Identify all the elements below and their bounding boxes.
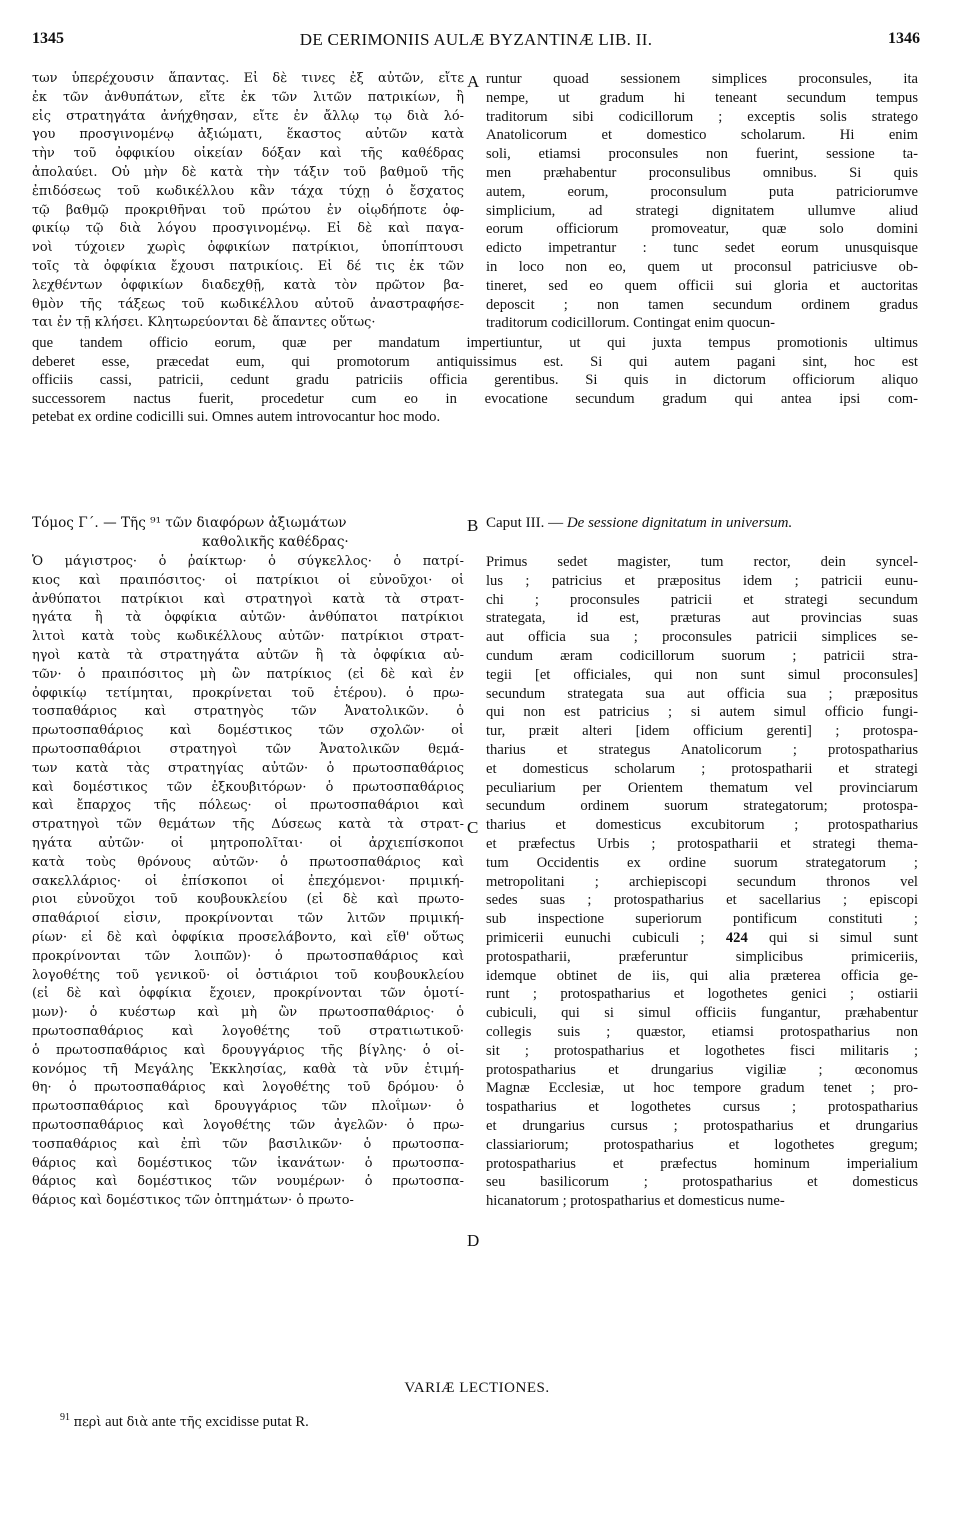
greek-line: εἰς στρατηγάτα ἀνήχθησαν, εἴτε ἐν ἄλλῳ τῳ διὰ λό- bbox=[32, 108, 464, 124]
greek-line: καὶ ἔπαρχος τῆς πόλεως· οἱ πρωτοσπαθάριοι καὶ bbox=[32, 798, 464, 814]
latin-line: aut officia sua ; proconsules patricii simplices se- bbox=[486, 629, 918, 646]
latin-line: tum Occidentis ex ordine suorum strategatorum ; bbox=[486, 854, 918, 871]
latin-line-tail: qui si simul sunt bbox=[747, 929, 918, 946]
latin-line: lus ; patricius et præpositus idem ; patricii eunu- bbox=[486, 572, 918, 589]
margin-marker-c: C bbox=[467, 818, 479, 837]
latin-line: peculiarium per Orientem thematum vel provinciarum bbox=[486, 779, 918, 796]
marginal-page-number: 424 bbox=[725, 929, 748, 946]
greek-line: καὶ δομέστικος τῶν ἐξκουβιτόρων· ὁ πρωτοσπαθάριος bbox=[32, 779, 464, 795]
latin-line: et domesticus scholarum ; protospatharii et strategi bbox=[486, 760, 918, 777]
greek-line: πρωτοσπαθάριος καὶ δρουγγάριος τῶν πλοΐμων· ὁ bbox=[32, 1099, 464, 1115]
greek-column-block1 bbox=[32, 70, 464, 333]
greek-line: θάριος καὶ δομέστικος τῶν ὀπτημάτων· ὁ πρωτο- bbox=[32, 1193, 354, 1209]
latin-column-block1 bbox=[486, 70, 918, 333]
latin-line: traditorum codicillorum. Contingat enim quocun- bbox=[486, 315, 775, 332]
latin-line bbox=[486, 929, 918, 948]
greek-line: ηγοὶ κατὰ τὰ στρατηγάτα αὐτῶν ἢ τὰ ὀφφίκια αὐ- bbox=[32, 647, 464, 663]
page-number-right: 1346 bbox=[888, 30, 920, 47]
latin-line: in loco non eo, quem ut proconsul patriciusve ob- bbox=[486, 258, 918, 275]
latin-line: tharius et domesticus excubitorum ; protospatharius bbox=[486, 817, 918, 834]
latin-line: hicanatorum ; protospatharius et domesticus nume- bbox=[486, 1193, 785, 1210]
footnote-greek-1: περὶ bbox=[73, 1414, 102, 1430]
latin-line: qui non est patricius ; si autem simul officio fungi- bbox=[486, 704, 918, 721]
latin-line: tospatharius et logothetes cursus ; protospatharius bbox=[486, 1099, 918, 1116]
footnote-greek-2: διὰ bbox=[126, 1414, 149, 1430]
greek-line: ἐπιδόσεως τοῦ κωδικέλλου κἂν τάχα τύχῃ ὁ ἔσχατος bbox=[32, 183, 464, 199]
latin-line: sit ; protospatharius et logothetes fisci militaris ; bbox=[486, 1042, 918, 1059]
greek-line: πρωτοσπαθάριοι στρατηγοὶ τῶν Ἀνατολικῶν θεμά- bbox=[32, 741, 464, 757]
latin-line: Primus sedet magister, tum rector, dein syncel- bbox=[486, 554, 918, 570]
latin-line: protospatharii, præferuntur simplicibus primiceriis, bbox=[486, 948, 918, 965]
greek-line: νοὶ τύχοιεν χωρὶς ὀφφικίων πατρίκιοι, ὑποπίπτουσι bbox=[32, 240, 464, 256]
greek-line: θη· ὁ πρωτοσπαθάριος καὶ λογοθέτης τοῦ δρόμου· ὁ bbox=[32, 1080, 464, 1096]
latin-line: tur, præit alteri [idem officium gerenti] ; protospa- bbox=[486, 723, 918, 740]
greek-line: λιτοὶ κατὰ τοὺς κωδικέλλους αὐτῶν· πατρίκιοι στρατ- bbox=[32, 629, 464, 645]
latin-line: runtur quoad sessionem simplices proconsules, ita bbox=[486, 71, 918, 87]
page-number-left: 1345 bbox=[32, 30, 64, 47]
latin-full-line: deberet esse, præcedat eum, qui promotorum antiquissimus est. Si qui autem pagani sint, hoc est bbox=[32, 353, 918, 370]
latin-line: tineret, sed eo quem officii sui gloria et auctoritas bbox=[486, 277, 918, 294]
greek-line: ρίων· εἰ δὲ καὶ ὀφφίκια προσελάβοντο, καὶ εἴθ' οὕτως bbox=[32, 929, 464, 945]
greek-line: πρωτοσπαθάριος καὶ λογοθέτης τῶν ἀγελῶν· ὁ πρω- bbox=[32, 1117, 464, 1133]
greek-line: πρωτοσπαθάριος καὶ λογοθέτης τοῦ στρατιωτικοῦ· bbox=[32, 1023, 464, 1039]
footnote-text-3: excidisse putat R. bbox=[201, 1413, 309, 1430]
footnote-text-1: aut bbox=[101, 1413, 127, 1430]
latin-heading-title: De sessione dignitatum in universum. bbox=[566, 515, 793, 531]
greek-line: τοῖς τὰ ὀφφίκια ἔχουσι πατρικίοις. Εἰ δέ τις ἐκ τῶν bbox=[32, 258, 464, 274]
greek-line: τοσπαθάριος καὶ στρατηγὸς τῶν Ἀνατολικῶν. ὁ bbox=[32, 704, 464, 720]
latin-line: tegii [et officiales, qui non sunt simul proconsules] bbox=[486, 666, 918, 683]
latin-line: chi ; proconsules patricii et strategi secundum bbox=[486, 591, 918, 608]
greek-line: ται ἐν τῇ κλήσει. Κλητωρεύονται δὲ ἅπαντες οὕτως· bbox=[32, 315, 376, 331]
greek-line: σακελλάριος· οἱ ἐπίσκοποι οἱ ἐπεχόμενοι· πριμική- bbox=[32, 873, 464, 889]
latin-line: Anatolicorum et domestico scholarum. Hi enim bbox=[486, 127, 918, 144]
latin-line: Magnæ Ecclesiæ, ut hoc tempore gradum tenet ; pro- bbox=[486, 1080, 918, 1097]
greek-line: γου προσγινομένῳ ἀξιώματι, ἕκαστος αὐτῶν κατὰ bbox=[32, 127, 464, 143]
latin-chapter-heading bbox=[486, 514, 918, 533]
latin-line: collegis suis ; quæstor, etiamsi protospatharius non bbox=[486, 1023, 918, 1040]
greek-line: ηγάτα ἢ τὰ ὀφφίκια αὐτῶν· ἀνθύπατοι πατρίκιοι bbox=[32, 610, 464, 626]
latin-line: traditorum sibi codicillorum ; exceptis solis stratego bbox=[486, 108, 918, 125]
greek-line: ἀπολαύει. Οὐ μὴν δὲ κατὰ τὴν τάξιν τοῦ βαθμοῦ τῆς bbox=[32, 164, 464, 180]
greek-heading-line-2: καθολικῆς καθέδρας· bbox=[202, 533, 349, 550]
latin-line: cundum æram codicillorum suorum ; patricii stra- bbox=[486, 647, 918, 664]
greek-line: κονόμος τῆ Μεγάλης Ἐκκλησίας, καθὰ τὰ νῦν ἐτιμή- bbox=[32, 1061, 464, 1077]
greek-line: λεχθέντων ὀφφικίων διαδεχθῇ, κατὰ τὸν πρῶτον βα- bbox=[32, 277, 464, 293]
greek-line: κατὰ τοὺς θρόνους αὐτῶν· ὁ πρωτοσπαθάριος καὶ bbox=[32, 854, 464, 870]
latin-line: protospatharius et drungarius vigiliæ ; œconomus bbox=[486, 1061, 918, 1078]
latin-line: et drungarius cursus ; protospatharius et drungarius bbox=[486, 1117, 918, 1134]
greek-line: ἐκ τῶν ἀνθυπάτων, εἴτε ἐκ τῶν λιτῶν πατρικίων, ἢ bbox=[32, 89, 464, 105]
latin-line-text: primicerii eunuchi cubiculi ; bbox=[486, 929, 726, 946]
latin-line: eorum officiorum promoveatur, quæ solo domini bbox=[486, 221, 918, 238]
latin-line: tharius et strategus Anatolicorum ; protospatharius bbox=[486, 741, 918, 758]
greek-heading-line-1: Τόμος Γ΄. — Τῆς ⁹¹ τῶν διαφόρων ἀξιωμάτων bbox=[32, 515, 347, 531]
latin-line: classiariorum; protospatharius et logothetes gregum; bbox=[486, 1136, 918, 1153]
greek-line: ὁ πρωτοσπαθάριος καὶ δρουγγάριος τῆς βίγλης· ὁ οἰ- bbox=[32, 1042, 464, 1058]
greek-line: ηγάτα αὐτῶν· οἱ μητροπολῖται· οἱ ἀρχιεπίσκοποι bbox=[32, 835, 464, 851]
greek-line: τῶν· ὁ πραιπόσιτος μὴ ὢν πατρίκιος (εἰ δὲ καὶ ἐν bbox=[32, 666, 464, 682]
greek-line: Ὁ μάγιστρος· ὁ ῥαίκτωρ· ὁ σύγκελλος· ὁ πατρί- bbox=[32, 554, 464, 569]
greek-line: ἀνθύπατοι πατρίκιοι καὶ στρατηγοὶ κατὰ τὰ στρατ- bbox=[32, 591, 464, 607]
latin-full-width-paragraph bbox=[32, 334, 918, 427]
greek-line: ὀφφικίῳ τετίμηται, προκρίνεται τοῦ ἑτέρου). ὁ πρω- bbox=[32, 685, 464, 701]
running-title: DE CERIMONIIS AULÆ BYZANTINÆ LIB. II. bbox=[299, 30, 653, 49]
latin-full-line: petebat ex ordine codicilli sui. Omnes autem introvocantur hoc modo. bbox=[32, 409, 441, 426]
latin-line: metropolitani ; archiepiscopi secundum thronos vel bbox=[486, 873, 918, 890]
latin-line: nempe, ut gradum hi teneant secundum tempus bbox=[486, 89, 918, 106]
latin-line: secundum strategata sua aut officia sua ; præpositus bbox=[486, 685, 918, 702]
latin-heading-prefix: Caput III. — bbox=[486, 515, 567, 531]
latin-line: secundum ordinem suorum strategatorum; protospa- bbox=[486, 798, 918, 815]
latin-line: deposcit ; non tamen secundum ordinem gradus bbox=[486, 296, 918, 313]
latin-full-line: successorem nactus fuerit, procedetur cum eo in evocatione secundum gradum qui antea ipsi com- bbox=[32, 390, 918, 407]
margin-marker-a: A bbox=[467, 72, 480, 91]
latin-line: runt ; protospatharius et logothetes genici ; ostiarii bbox=[486, 986, 918, 1003]
greek-line: ριοι εὐνοῦχοι τοῦ κουβουκλείου (εἰ δὲ καὶ πρωτο- bbox=[32, 892, 464, 908]
latin-line: autem, eorum, proconsulum puta patriciorumve bbox=[486, 183, 918, 200]
margin-marker-d: D bbox=[467, 1231, 480, 1250]
latin-line: protospatharius et præfectus hominum imperialium bbox=[486, 1155, 918, 1172]
latin-line: men præhabentur proconsulibus omnibus. Si quis bbox=[486, 164, 918, 181]
greek-line: θάριος καὶ δομέστικος τῶν ἱκανάτων· ὁ πρωτοσπα- bbox=[32, 1155, 464, 1171]
greek-line: στρατηγοὶ τῶν θεμάτων τῆς Δύσεως κατὰ τὰ στρατ- bbox=[32, 817, 464, 833]
footnote-number: 91 bbox=[60, 1412, 70, 1423]
greek-line: σπαθάριοί εἰσιν, προκρίνονται τῶν λιτῶν πριμική- bbox=[32, 911, 464, 927]
greek-chapter-heading bbox=[32, 514, 464, 552]
variae-lectiones-title: VARIÆ LECTIONES. bbox=[404, 1380, 550, 1396]
latin-full-line: officiis cassi, patricii, cedunt gradu patriciis officia gerentibus. Si quis in dictorum officiorum aliquo bbox=[32, 372, 918, 389]
greek-line: τῷ βαθμῷ προκριθῆναι τοῦ πρώτου ἐν οἱῳδήποτε ὀφ- bbox=[32, 202, 464, 218]
footnote-greek-3: τῆς bbox=[179, 1414, 202, 1430]
latin-line: sub inspectione superiorum pontificum constituti ; bbox=[486, 911, 918, 928]
latin-line: edicto impetrantur : tunc sedet eorum unusquisque bbox=[486, 240, 918, 257]
latin-full-line: que tandem officio eorum, quæ per mandatum impertiuntur, ut qui juxta tempus promotionis ultimus bbox=[32, 335, 918, 351]
latin-line: strategata, id est, præturas aut provincias suas bbox=[486, 610, 918, 627]
greek-line: των κατὰ τὰς στρατηγίας αὐτῶν· ὁ πρωτοσπαθάριος bbox=[32, 760, 464, 776]
footnote-text-2: ante bbox=[148, 1413, 180, 1430]
latin-line: soli, etiamsi proconsules non fuerint, sessione ta- bbox=[486, 146, 918, 163]
greek-line: λογοθέτης τοῦ γενικοῦ· οἱ ὀστιάριοι τοῦ κουβουκλείου bbox=[32, 967, 464, 983]
greek-line: (εἰ δὲ καὶ ὀφφίκια ἔχοιεν, προκρίνονται τῶν ὁμοτί- bbox=[32, 986, 464, 1002]
greek-line: πρωτοσπαθάριος καὶ δομέστικος τῶν σχολῶν· οἱ bbox=[32, 723, 464, 739]
margin-marker-b: B bbox=[467, 516, 479, 535]
greek-line: μων)· ὁ κυέστωρ καὶ μὴ ὢν πρωτοσπαθάριος· ὁ bbox=[32, 1005, 464, 1021]
greek-column-block2 bbox=[32, 553, 464, 1211]
greek-line: τοσπαθάριος καὶ ἐπὶ τῶν βασιλικῶν· ὁ πρωτοσπα- bbox=[32, 1136, 464, 1152]
greek-line: κιος καὶ πραιπόσιτος· οἱ πατρίκιοι οἱ εὐνοῦχοι· οἱ bbox=[32, 572, 464, 588]
latin-line: cubiculi, qui si simul officiis fungantur, præhabentur bbox=[486, 1005, 918, 1022]
greek-line: τὴν τοῦ ὀφφικίου οἰκείαν δόξαν καὶ τῆς καθέδρας bbox=[32, 146, 464, 162]
greek-line: θάριος καὶ δομέστικος τῶν νουμέρων· ὁ πρωτοσπα- bbox=[32, 1174, 464, 1190]
latin-line: seu basilicorum ; protospatharius et domesticus bbox=[486, 1174, 918, 1191]
greek-line: των ὑπερέχουσιν ἅπαντας. Εἰ δὲ τινες ἐξ αὐτῶν, εἴτε bbox=[32, 71, 464, 86]
footnote bbox=[60, 1412, 309, 1431]
latin-line: idemque obtinet de iis, qui alia præterea officia ge- bbox=[486, 967, 918, 984]
page-header bbox=[32, 30, 920, 56]
greek-line: θμὸν τῆς τάξεως τοῦ κωδικέλλου αὐτοῦ ἀναστραφήσε- bbox=[32, 296, 464, 312]
latin-line: sedes suas ; protospatharius et sacellarius ; episcopi bbox=[486, 892, 918, 909]
latin-column-block2 bbox=[486, 553, 918, 1211]
latin-line: simplicium, ad strategi dignitatem ullumve aliud bbox=[486, 202, 918, 219]
greek-line: προκρίνονται τῶν λοιπῶν)· ὁ πρωτοσπαθάριος καὶ bbox=[32, 948, 464, 964]
greek-line: φικίῳ τῷ διὰ λόγου προσγινομένῳ. Εἰ δὲ καὶ παγα- bbox=[32, 221, 464, 237]
latin-line: et præfectus Urbis ; protospatharii et strategi thema- bbox=[486, 835, 918, 852]
